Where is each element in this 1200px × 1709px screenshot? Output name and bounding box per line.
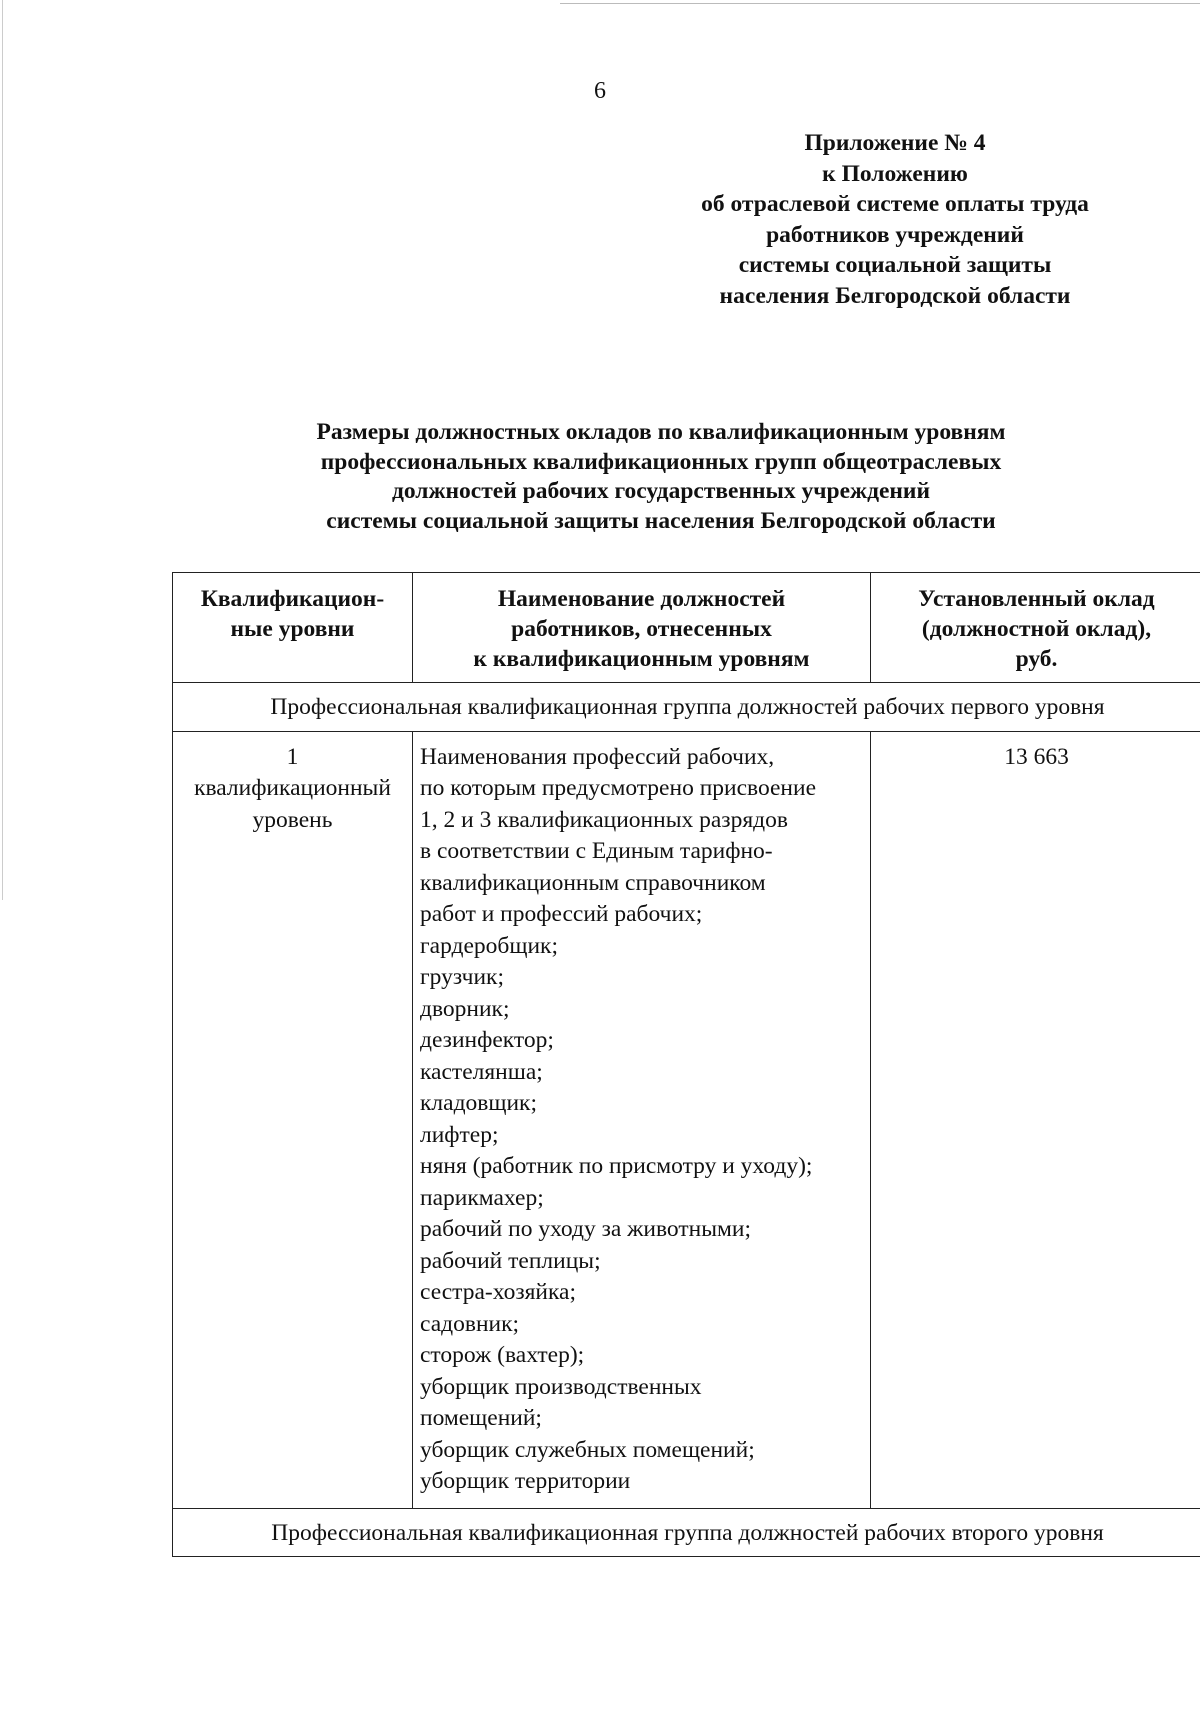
title-line: должностей рабочих государственных учреждений: [391, 478, 931, 504]
header-line: к квалификационным уровням: [473, 646, 810, 672]
position-line: няня (работник по присмотру и уходу);: [420, 1153, 813, 1179]
header-line: Квалификацион-: [200, 586, 385, 612]
appendix-line: населения Белгородской области: [719, 282, 1071, 309]
header-line: ные уровни: [230, 616, 355, 642]
group-title-second-level: Профессиональная квалификационная группа должностей рабочих второго уровня: [173, 1508, 1200, 1557]
header-line: Наименование должностей: [497, 586, 786, 612]
level-cell: [173, 731, 413, 1508]
table-row: [173, 731, 1200, 1508]
appendix-line: работников учреждений: [766, 221, 1024, 248]
header-line: руб.: [1015, 646, 1058, 672]
position-line: сестра-хозяйка;: [420, 1279, 577, 1305]
position-line: рабочий по уходу за животными;: [420, 1216, 751, 1242]
salary-table: [172, 572, 1200, 1557]
position-line: кладовщик;: [420, 1090, 537, 1116]
position-line: уборщик территории: [420, 1468, 631, 1494]
header-line: Установленный оклад: [918, 586, 1155, 612]
level-line: 1: [286, 743, 299, 770]
position-line: гардеробщик;: [420, 932, 558, 959]
position-line: квалификационным справочником: [420, 869, 766, 896]
position-line: сторож (вахтер);: [420, 1342, 585, 1368]
position-names-cell: [413, 731, 871, 1508]
position-line: уборщик производственных: [420, 1373, 702, 1400]
position-line: уборщик служебных помещений;: [420, 1436, 755, 1463]
group-row: [173, 683, 1200, 732]
position-line: в соответствии с Единым тарифно-: [420, 838, 773, 864]
appendix-line: к Положению: [822, 160, 968, 187]
group-row: [173, 1508, 1200, 1557]
appendix-line: Приложение № 4: [804, 130, 986, 156]
header-salary: [871, 573, 1200, 683]
header-line: работников, отнесенных: [511, 616, 772, 642]
position-line: Наименования профессий рабочих,: [420, 743, 775, 770]
position-line: по которым предусмотрено присвоение: [420, 775, 817, 801]
position-line: садовник;: [420, 1310, 520, 1337]
appendix-line: системы социальной защиты: [738, 252, 1052, 278]
title-line: Размеры должностных окладов по квалификационным уровням: [316, 419, 1006, 445]
group-title-first-level: Профессиональная квалификационная группа должностей рабочих первого уровня: [173, 683, 1200, 732]
position-line: грузчик;: [420, 964, 504, 990]
position-line: лифтер;: [420, 1121, 499, 1148]
header-level: [173, 573, 413, 683]
title-line: системы социальной защиты населения Белгородской области: [326, 507, 996, 534]
level-line: уровень: [252, 806, 333, 833]
position-line: 1, 2 и 3 квалификационных разрядов: [420, 806, 788, 833]
document-title: [160, 418, 1162, 536]
table-header-row: [173, 573, 1200, 683]
appendix-heading: [640, 128, 1150, 311]
position-line: кастелянша;: [420, 1058, 543, 1085]
salary-cell: 13 663: [871, 731, 1200, 1508]
title-line: профессиональных квалификационных групп общеотраслевых: [320, 448, 1002, 475]
position-line: работ и профессий рабочих;: [420, 901, 703, 927]
position-line: дезинфектор;: [420, 1027, 554, 1053]
position-line: помещений;: [420, 1405, 542, 1431]
position-line: рабочий теплицы;: [420, 1247, 601, 1274]
appendix-line: об отраслевой системе оплаты труда: [701, 191, 1089, 217]
scan-edge-line: [2, 0, 3, 900]
page-number: 6: [594, 78, 606, 104]
scan-edge-line: [560, 3, 1200, 4]
position-line: дворник;: [420, 995, 510, 1022]
position-line: парикмахер;: [420, 1184, 544, 1211]
header-names: [413, 573, 871, 683]
header-line: (должностной оклад),: [921, 616, 1152, 642]
level-line: квалификационный: [194, 775, 391, 801]
